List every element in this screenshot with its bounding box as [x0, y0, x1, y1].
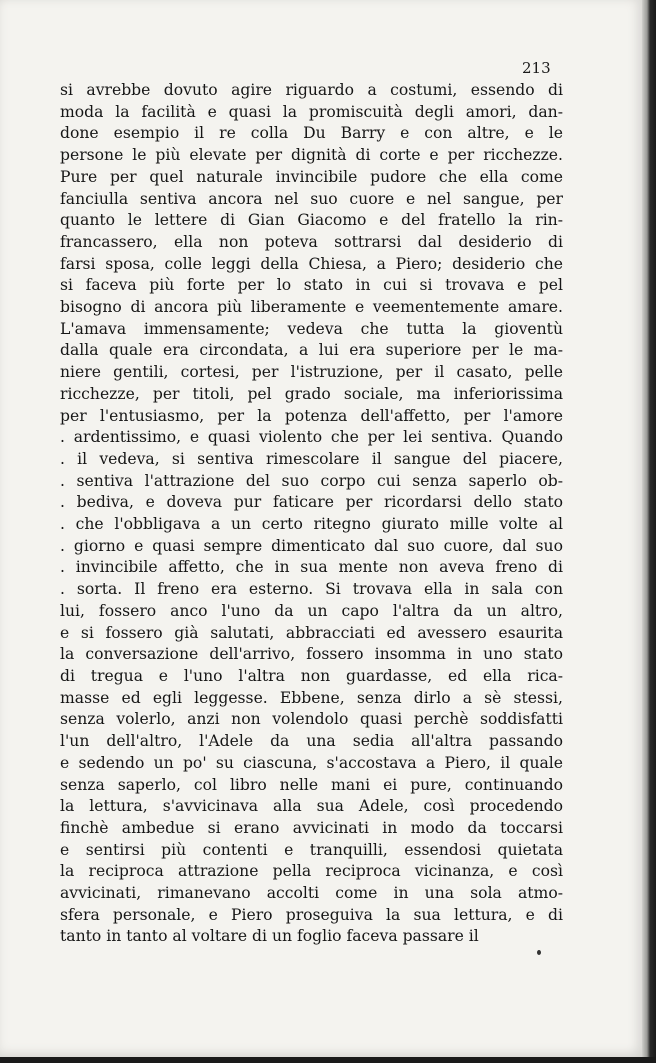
text-line: . sorta. Il freno era esterno. Si trovava ella in sala con	[60, 580, 563, 599]
text-line: niere gentili, cortesi, per l'istruzione, per il casato, pelle	[60, 363, 563, 382]
text-line: . che l'obbligava a un certo ritegno giurato mille volte al	[60, 515, 563, 534]
text-line: ricchezze, per titoli, pel grado sociale, ma inferiorissima	[60, 384, 563, 403]
text-line: e si fossero già salutati, abbracciati ed avessero esaurita	[60, 623, 563, 642]
text-line: per l'entusiasmo, per la potenza dell'affetto, per l'amore	[60, 406, 563, 425]
text-line: quanto le lettere di Gian Giacomo e del fratello la rin-	[60, 211, 563, 230]
text-line: . il vedeva, si sentiva rimescolare il sangue del piacere,	[60, 449, 563, 468]
text-line: dalla quale era circondata, a lui era superiore per le ma-	[60, 341, 563, 360]
text-line: persone le più elevate per dignità di corte e per ricchezze.	[60, 146, 563, 165]
text-line: la conversazione dell'arrivo, fossero insomma in uno stato	[60, 645, 563, 664]
text-line: senza volerlo, anzi non volendolo quasi perchè soddisfatti	[60, 710, 563, 729]
text-line: . giorno e quasi sempre dimenticato dal suo cuore, dal suo	[60, 536, 563, 555]
text-line: bisogno di ancora più liberamente e veementemente amare.	[60, 298, 563, 317]
page-number: 213	[522, 59, 551, 77]
text-line: e sedendo un po' su ciascuna, s'accostava a Piero, il quale	[60, 753, 563, 772]
ink-speck	[537, 950, 541, 955]
text-line: moda la facilità e quasi la promiscuità degli amori, dan-	[60, 102, 563, 121]
text-line: fanciulla sentiva ancora nel suo cuore e nel sangue, per	[60, 189, 563, 208]
text-line: senza saperlo, col libro nelle mani ei pure, continuando	[60, 775, 563, 794]
text-line: . invincibile affetto, che in sua mente non aveva freno di	[60, 558, 563, 577]
text-line: avvicinati, rimanevano accolti come in una sola atmo-	[60, 884, 563, 903]
text-line: l'un dell'altro, l'Adele da una sedia all'altra passando	[60, 732, 563, 751]
text-line: masse ed egli leggesse. Ebbene, senza dirlo a sè stessi,	[60, 688, 563, 707]
text-line: francassero, ella non poteva sottrarsi dal desiderio di	[60, 232, 563, 251]
text-line: sfera personale, e Piero proseguiva la sua lettura, e di	[60, 905, 563, 924]
text-line: lui, fossero anco l'uno da un capo l'altra da un altro,	[60, 601, 563, 620]
page-bottom-edge	[0, 1057, 656, 1063]
text-line: tanto in tanto al voltare di un foglio faceva passare il	[60, 927, 479, 946]
text-line: . bediva, e doveva pur faticare per ricordarsi dello stato	[60, 493, 563, 512]
text-line: e sentirsi più contenti e tranquilli, essendosi quietata	[60, 840, 563, 859]
text-line: . ardentissimo, e quasi violento che per lei sentiva. Quando	[60, 428, 563, 447]
text-line: Pure per quel naturale invincibile pudore che ella come	[60, 167, 563, 186]
text-line: la reciproca attrazione pella reciproca vicinanza, e così	[60, 862, 563, 881]
page-edge-shadow	[642, 0, 656, 1063]
text-line: . sentiva l'attrazione del suo corpo cui senza saperlo ob-	[60, 471, 563, 490]
text-line: done esempio il re colla Du Barry e con altre, e le	[60, 124, 563, 143]
text-line: la lettura, s'avvicinava alla sua Adele, così procedendo	[60, 797, 563, 816]
text-line: L'amava immensamente; vedeva che tutta la gioventù	[60, 319, 563, 338]
text-line: si faceva più forte per lo stato in cui si trovava e pel	[60, 276, 563, 295]
text-line: si avrebbe dovuto agire riguardo a costumi, essendo di	[60, 81, 563, 99]
text-line: finchè ambedue si erano avvicinati in modo da toccarsi	[60, 818, 563, 837]
body-text	[60, 80, 563, 948]
text-line: farsi sposa, colle leggi della Chiesa, a Piero; desiderio che	[60, 254, 563, 273]
text-line: di tregua e l'uno l'altra non guardasse, ed ella rica-	[60, 666, 563, 685]
